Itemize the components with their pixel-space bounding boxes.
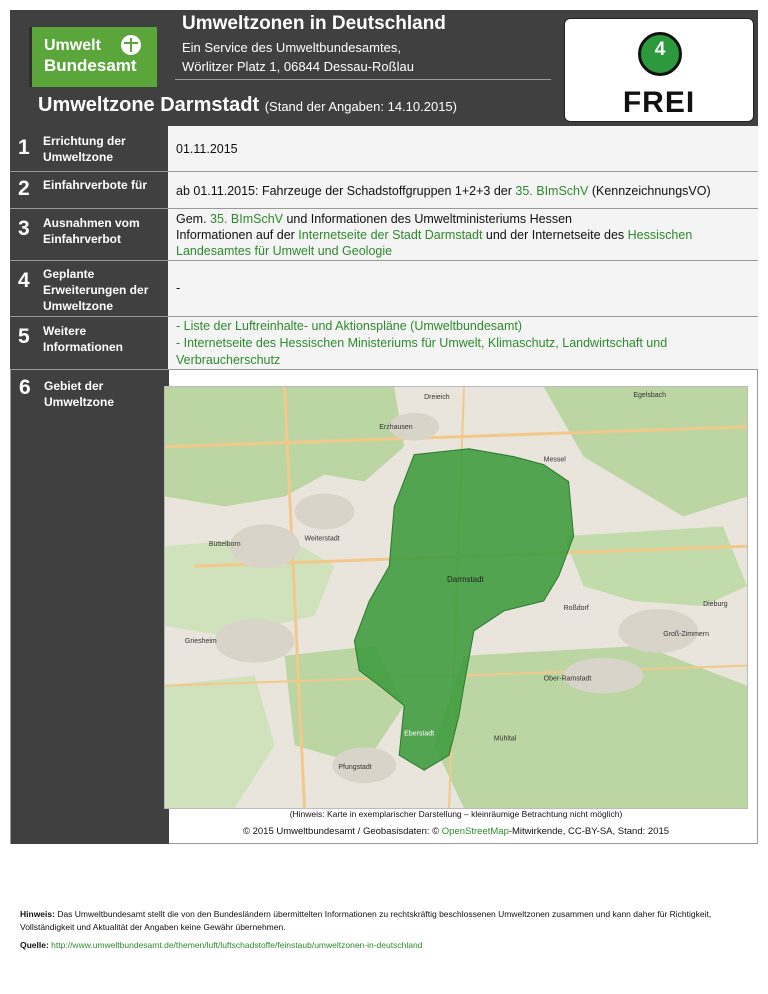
bimschv-link[interactable]: 35. BImSchV	[210, 212, 283, 226]
bimschv-link[interactable]: 35. BImSchV	[515, 184, 589, 198]
green-sticker-icon	[638, 32, 682, 76]
site-title: Umweltzonen in Deutschland	[182, 13, 446, 34]
row-ausnahmen	[10, 209, 758, 261]
uba-emblem-icon	[121, 35, 141, 55]
row-number: 1	[18, 136, 30, 159]
row-header-cell	[11, 370, 169, 844]
header-banner	[10, 10, 758, 126]
row-value	[168, 317, 758, 369]
row-einfahrverbote	[10, 172, 758, 209]
row-label: Geplante Erweiterungen der Umweltzone	[43, 267, 149, 313]
site-subtitle-line1: Ein Service des Umweltbundesamtes,	[182, 40, 401, 55]
value-text: ab 01.11.2015: Fahrzeuge der Schadstoffgruppen 1+2+3 der	[176, 184, 516, 198]
row-number: 2	[18, 177, 30, 200]
row-label: Ausnahmen vom Einfahrverbot	[43, 216, 140, 246]
value-line-1	[176, 211, 748, 227]
urban-area	[215, 619, 295, 663]
logo-text-bundesamt: Bundesamt	[44, 56, 137, 75]
value-text: (KennzeichnungsVO)	[588, 184, 711, 198]
row-weitere-informationen	[10, 317, 758, 370]
map-label: Dreieich	[424, 393, 450, 401]
row-erweiterungen	[10, 261, 758, 317]
page-title	[38, 94, 457, 117]
attribution-text: -Mitwirkende, CC-BY-SA, Stand: 2015	[508, 826, 670, 837]
row-label: Gebiet der Umweltzone	[44, 379, 115, 409]
logo-text-umwelt: Umwelt	[44, 37, 101, 54]
sticker-number: 4	[654, 39, 666, 60]
luftreinhalteplaene-link[interactable]: - Liste der Luftreinhalte- und Aktionspläne (Umweltbundesamt)	[176, 319, 523, 333]
map-label: Mühltal	[493, 735, 517, 743]
row-value	[168, 209, 758, 260]
row-label: Einfahrverbote für	[43, 178, 148, 192]
source-line	[20, 940, 422, 950]
row-number: 4	[18, 269, 30, 292]
urban-area	[295, 493, 355, 529]
map-label: Groß-Zimmern	[663, 630, 710, 638]
map-label: Griesheim	[184, 637, 217, 645]
map-label: Darmstadt	[447, 575, 484, 585]
row-number: 5	[18, 325, 30, 348]
hinweis-label: Hinweis:	[20, 909, 55, 919]
uba-logo[interactable]	[29, 27, 157, 87]
value-text: Informationen auf der	[176, 228, 299, 242]
emission-sticker-sign	[564, 18, 754, 122]
zone-date: (Stand der Angaben: 14.10.2015)	[264, 99, 457, 114]
hlug-link[interactable]: Hessischen Landesamtes für Umwelt und Geologie	[176, 228, 693, 258]
map-label: Messel	[543, 456, 566, 464]
row-value: -	[168, 261, 758, 316]
map-label: Weiterstadt	[304, 535, 340, 543]
row-number: 6	[19, 376, 31, 399]
value-text: Gem.	[176, 212, 211, 226]
value-text: und Informationen des Umweltministeriums Hessen	[283, 212, 573, 226]
openstreetmap-link[interactable]: OpenStreetMap	[441, 826, 509, 837]
header-divider	[175, 79, 551, 80]
hinweis-text: Das Umweltbundesamt stellt die von den Bundesländern übermittelten Informationen zu rechtskräftig beschlossenen Umweltzonen zusammen und kann daher für Richtigkeit, Vollständigkeit und Aktualität der Angaben keine Gewähr übernehmen.	[20, 909, 712, 932]
map-label: Ober-Ramstadt	[543, 675, 592, 683]
darmstadt-website-link[interactable]: Internetseite der Stadt Darmstadt	[298, 228, 483, 242]
map-disclaimer: (Hinweis: Karte in exemplarischer Darstellung – kleinräumige Betrachtung nicht möglich)	[289, 809, 623, 819]
quelle-label: Quelle:	[20, 940, 49, 950]
map-attribution	[164, 826, 748, 837]
value-text: und der Internetseite des	[482, 228, 628, 242]
row-errichtung	[10, 126, 758, 172]
map-label: Egelsbach	[633, 391, 666, 399]
map-label: Eberstadt	[404, 730, 435, 738]
row-label: Errichtung der Umweltzone	[43, 134, 126, 164]
row-label: Weitere Informationen	[43, 324, 123, 354]
zone-map[interactable]	[164, 386, 748, 809]
row-value: 01.11.2015	[168, 126, 758, 171]
map-label: Pfungstadt	[338, 764, 372, 772]
site-subtitle-line2: Wörlitzer Platz 1, 06844 Dessau-Roßlau	[182, 59, 414, 74]
sign-label: FREI	[622, 86, 696, 119]
map-label: Roßdorf	[563, 604, 589, 612]
disclaimer-note	[20, 908, 740, 934]
map-label: Erzhausen	[379, 423, 413, 431]
zone-name: Umweltzone Darmstadt	[38, 94, 260, 116]
map-label: Dieburg	[703, 600, 728, 608]
map-label: Büttelborn	[208, 541, 241, 549]
hessen-ministerium-link[interactable]: - Internetseite des Hessischen Ministeriums für Umwelt, Klimaschutz, Landwirtschaft und Verbraucherschutz	[176, 336, 668, 367]
attribution-text: © 2015 Umweltbundesamt / Geobasisdaten: ©	[242, 826, 442, 837]
source-url-link[interactable]: http://www.umweltbundesamt.de/themen/luft/luftschadstoffe/feinstaub/umweltzonen-in-deutschland	[48, 940, 423, 950]
row-value	[168, 172, 758, 208]
row-number: 3	[18, 217, 30, 240]
value-line-2	[176, 227, 748, 259]
